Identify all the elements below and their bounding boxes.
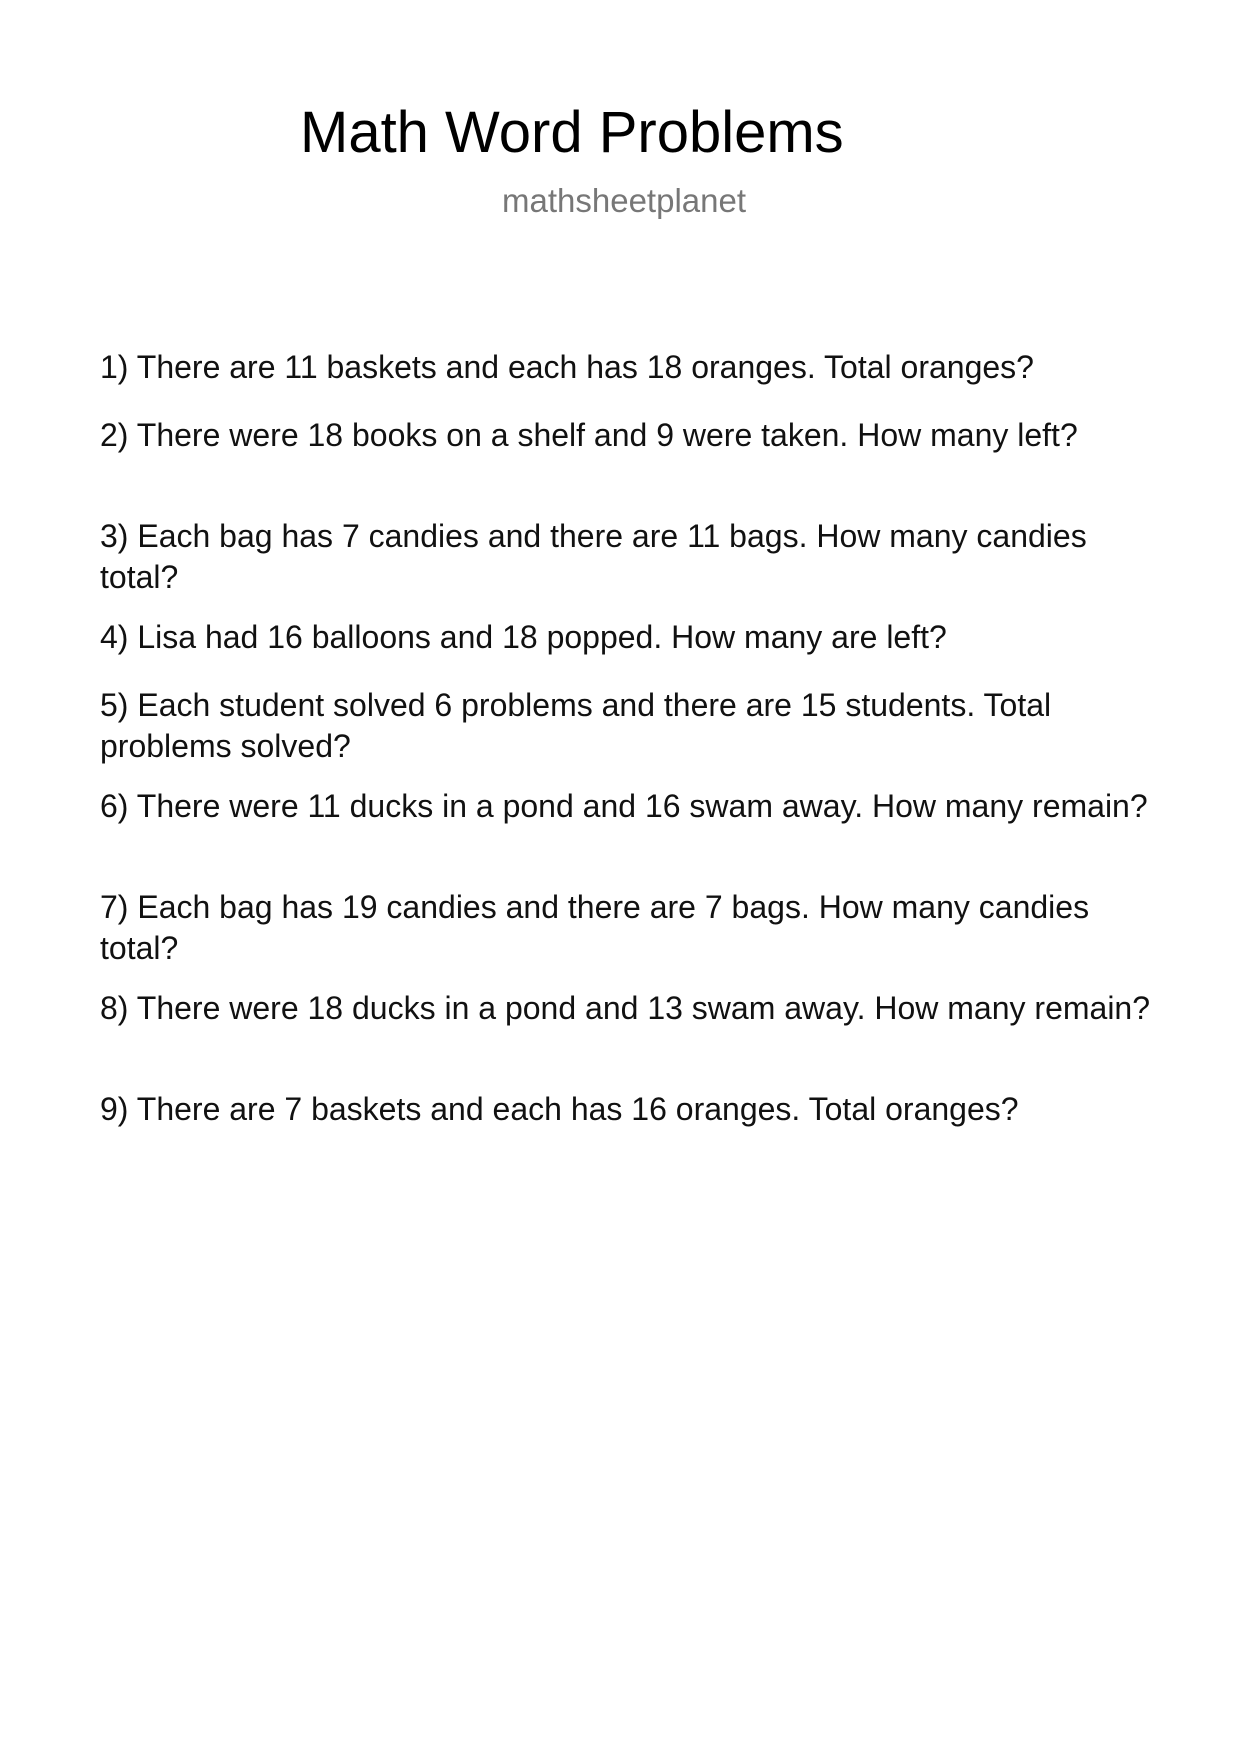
problem-item-8: 8) There were 18 ducks in a pond and 13 swam away. How many remain? <box>100 990 1151 1026</box>
problem-list <box>100 347 1160 1130</box>
problem-item-3: 3) Each bag has 7 candies and there are 11 bags. How many candies total? <box>100 518 1087 595</box>
problem-item-4: 4) Lisa had 16 balloons and 18 popped. How many are left? <box>100 619 947 655</box>
problem-item-5: 5) Each student solved 6 problems and there are 15 students. Total problems solved? <box>100 687 1052 764</box>
page-title: Math Word Problems <box>300 100 844 165</box>
problem-item-2: 2) There were 18 books on a shelf and 9 were taken. How many left? <box>100 417 1078 453</box>
problem-item-1: 1) There are 11 baskets and each has 18 oranges. Total oranges? <box>100 349 1034 385</box>
page-subtitle: mathsheetplanet <box>502 182 747 219</box>
problem-item-7: 7) Each bag has 19 candies and there are 7 bags. How many candies total? <box>100 889 1090 966</box>
problem-item-9: 9) There are 7 baskets and each has 16 oranges. Total oranges? <box>100 1091 1019 1127</box>
problem-item-6: 6) There were 11 ducks in a pond and 16 swam away. How many remain? <box>100 788 1148 824</box>
